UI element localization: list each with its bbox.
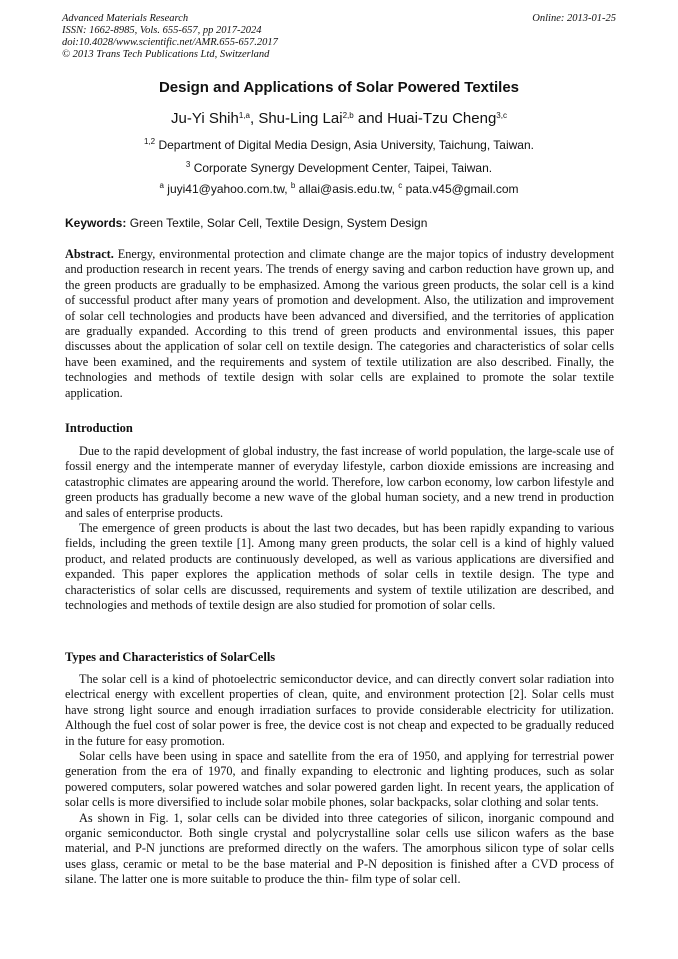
author-sup: 1,a <box>238 111 250 120</box>
paragraph: Due to the rapid development of global industry, the fast increase of world population, the large-scale use of fossil energy and the intemperate manner of everyday lifestyle, carbon dioxide emissions are increasing and catastrophic climates are appearing around the world. Therefore, low carbon economy, low carbon lifestyle and green products has gradually become a new wave of the global human society, and a new trend in production and sales of enterprise products. <box>65 444 614 520</box>
author-sup: 3,c <box>496 111 507 120</box>
affiliation-text: Corporate Synergy Development Center, Taipei, Taiwan. <box>190 161 493 175</box>
affiliation-text: Department of Digital Media Design, Asia University, Taichung, Taiwan. <box>155 138 534 152</box>
abstract-label: Abstract. <box>65 247 114 261</box>
paragraph: As shown in Fig. 1, solar cells can be divided into three categories of silicon, inorganic compound and organic semiconductor. Both single crystal and polycrystalline solar cells use silicon wafers as the base material, and P-N junctions are preformed directly on the wafers. The amorphous silicon type of solar cells uses glass, ceramic or metal to be the base material and P-N deposition is finished after a CVD process of silane. The latter one is more suitable to produce the thin- film type of solar cell. <box>65 810 614 887</box>
journal-header <box>62 13 616 61</box>
online-date: Online: 2013-01-25 <box>532 13 616 24</box>
journal-name: Advanced Materials Research <box>62 13 189 24</box>
author-separator: and <box>353 110 388 127</box>
affiliation-2 <box>0 161 678 175</box>
author-separator: , <box>249 110 259 127</box>
affiliation-sup: 1,2 <box>144 137 156 146</box>
email-text: juyi41@yahoo.com.tw, <box>163 182 291 196</box>
email-sup: a <box>159 181 164 190</box>
paragraph: The solar cell is a kind of photoelectric semiconductor device, and can directly convert solar radiation into electrical energy with excellent properties of clean, quite, and environment protection [2]. Solar cells must have strong light source and enough irradiation surfaces to provide considerable electricity for utilization. Although the fuel cost of solar power is free, the device cost is not cheap and expected to be gradually reduced in the future for easy promotion. <box>65 672 614 748</box>
author-emails <box>0 182 678 196</box>
doi-line: doi:10.4028/www.scientific.net/AMR.655-657.2017 <box>62 37 278 48</box>
copyright-line: © 2013 Trans Tech Publications Ltd, Switzerland <box>62 49 270 60</box>
email-text: pata.v45@gmail.com <box>402 182 519 196</box>
author-name: Ju-Yi Shih <box>171 110 239 127</box>
issn-line: ISSN: 1662-8985, Vols. 655-657, pp 2017-2024 <box>62 25 262 36</box>
author-sup: 2,b <box>342 111 354 120</box>
email-sup: b <box>290 181 296 190</box>
abstract-text: Energy, environmental protection and climate change are the major topics of industry development and production research in recent years. The trends of energy saving and carbon reduction have grown up, and the green products are gradually to be emphasized. Among the various green products, the solar cell is a kind of successful product after many years of promotion and development. Also, the utilization and improvement of solar cell technologies and products have been advanced and diversified, and the territories of application are gradually expanded. According to this trend of green products and environmental issues, this paper discusses about the application of solar cell on textile design. The categories and characteristics of solar cells have been examined, and the requirements and system of textile utilization are also described. Finally, the technologies and methods of textile design with solar cells are explained to promote the solar textile application. <box>65 247 614 400</box>
keywords-text: Green Textile, Solar Cell, Textile Design, System Design <box>126 216 428 230</box>
introduction-body <box>65 444 614 613</box>
email-text: allai@asis.edu.tw, <box>295 182 399 196</box>
keywords-label: Keywords: <box>65 216 127 230</box>
keywords <box>65 216 615 230</box>
section-heading-types: Types and Characteristics of SolarCells <box>65 650 276 664</box>
abstract <box>65 247 614 401</box>
author-list <box>0 110 678 127</box>
email-sup: c <box>398 181 403 190</box>
paragraph: Solar cells have been using in space and satellite from the era of 1950, and applying for terrestrial power generation from the era of 1970, and finally expanding to electronic and lighting produces, such as solar powered computers, solar powered watches and solar powered garden light. In recent years, the application of solar cells is more diversified to include solar mobile phones, solar backpacks, solar clothing and solar tents. <box>65 749 614 810</box>
paper-title: Design and Applications of Solar Powered Textiles <box>158 79 520 96</box>
author-name: Huai-Tzu Cheng <box>387 110 497 127</box>
affiliation-1 <box>0 138 678 152</box>
paragraph: The emergence of green products is about the last two decades, but has been rapidly expanding to various fields, including the green textile [1]. Among many green products, the solar cell is a kind of highly valued product, and related products are continuously developed, as well as various applications are diversified and expanded. This paper explores the application methods of solar cells in textile design. The type and characteristics of solar cells are discussed, requirements and system of textile utilization are described, and technologies and methods of textile design are also studied for promotion of solar cells. <box>65 521 614 613</box>
types-body <box>65 672 614 888</box>
author-name: Shu-Ling Lai <box>258 110 343 127</box>
affiliation-sup: 3 <box>185 160 191 169</box>
abstract-paragraph <box>65 247 614 401</box>
section-heading-introduction: Introduction <box>65 421 133 435</box>
